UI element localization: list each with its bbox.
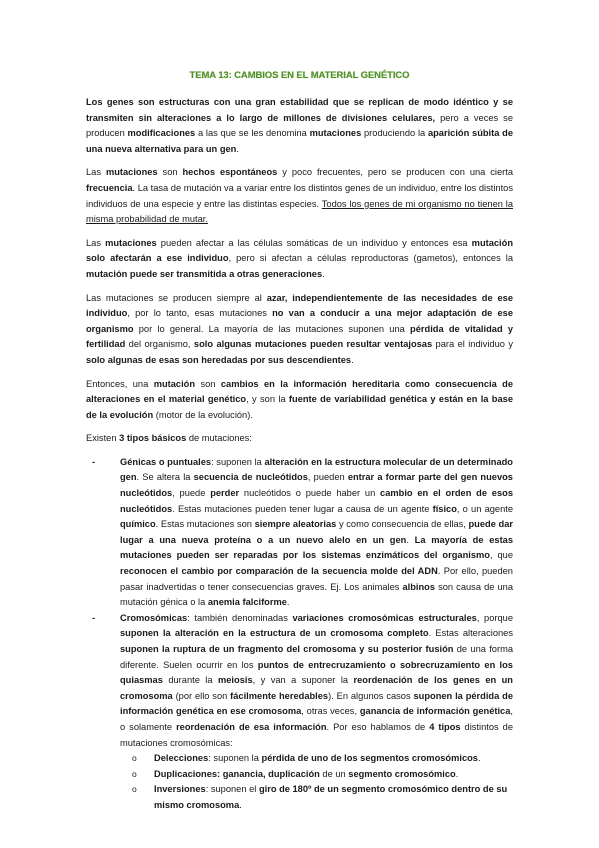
list-item-genic-mutations (120, 455, 513, 611)
text: : suponen el (205, 784, 259, 795)
text: pero a veces se producen (86, 112, 513, 139)
text-bold: entrar a formar parte del gen nuevos nucleótidos (120, 472, 513, 499)
text-bold: Inversiones (154, 784, 206, 795)
text: : también denominadas (187, 612, 293, 623)
text-bold: secuencia de nucleótidos (193, 472, 308, 483)
text: Entonces, una (86, 378, 154, 389)
text: para el individuo y (432, 339, 513, 350)
text: de mutaciones: (186, 433, 252, 444)
text-bold: reordenación de esa información (176, 721, 327, 732)
paragraph-genes-stability (86, 95, 513, 157)
text: , o solamente (120, 706, 513, 732)
text: Existen (86, 433, 120, 444)
text: : suponen la (211, 456, 265, 467)
text: . Estas alteraciones (428, 628, 513, 639)
text: pueden afectar a las células somáticas de un individuo y entonces esa (156, 237, 472, 248)
text: ). En algunos casos (328, 690, 414, 701)
text: a las que se les denomina (195, 128, 310, 139)
text-bold: alteración en la estructura molecular de un determinado gen (120, 456, 513, 483)
list-item-inversions (154, 782, 513, 813)
text-bold: meiosis (218, 675, 253, 686)
text: , otras veces, (301, 706, 360, 717)
text: son (157, 167, 183, 178)
text: . (236, 143, 239, 154)
text-bold: aparición súbita de una nueva alternativa para un gen (86, 128, 513, 154)
text: . Por ello, pueden pasar inadvertidas o tener consecuencias graves. Ej. Los animales (120, 566, 513, 592)
text: . (286, 597, 290, 608)
text: , pueden (307, 472, 348, 483)
text: . Estas mutaciones pueden tener lugar a causa de un agente (172, 503, 433, 514)
text-bold: mutaciones (309, 128, 362, 139)
text-bold: suponen la alteración en la estructura de un cromosoma completo (120, 628, 429, 639)
text-bold: pérdida de vitalidad y fertilidad (86, 323, 514, 350)
text: y como consecuencia de ellas, (336, 519, 469, 530)
text: . Estas mutaciones son (155, 519, 255, 530)
text: por lo general. La mayoría de las mutaciones suponen una (133, 323, 411, 334)
text-bold: Delecciones (154, 753, 209, 764)
text-bold: albinos (402, 581, 436, 592)
text-bold: cambio en el orden de esos nucleótidos (120, 488, 513, 514)
text: , y van a suponer la (252, 675, 354, 686)
text: , y son la (246, 394, 289, 405)
text: (motor de la evolución). (153, 409, 253, 420)
text-bold: solo algunas mutaciones pueden resultar ventajosas (193, 339, 433, 350)
text: . (239, 799, 242, 810)
text: durante la (162, 675, 218, 686)
text: . Se altera la (136, 472, 194, 483)
text-bold: mutación puede ser transmitida a otras generaciones (86, 268, 323, 279)
text-bold: variaciones cromosómicas estructurales (292, 612, 477, 623)
text: , pero si afectan a células reproductoras (gametos), entonces la (228, 253, 513, 264)
text: . Por eso hablamos de (326, 721, 430, 732)
text-bold: mutación (153, 378, 196, 389)
list-item-chromosomal-mutations (120, 611, 513, 814)
text-bold: suponen la ruptura de un fragmento del cromosoma y su posterior fusión (120, 644, 454, 654)
text: , o un agente (456, 503, 513, 514)
text-bold: fuente de variabilidad genética y están en la base de la evolución (86, 394, 513, 420)
text-bold: Duplicaciones: ganancia, duplicación (154, 768, 320, 779)
text: , porque (476, 612, 513, 623)
text-bold: segmento cromosómico (348, 768, 456, 779)
text: , puede (172, 488, 211, 499)
text-bold: no van a conducir a una mejor adaptación de ese organismo (86, 308, 513, 334)
paragraph-mutation-definition (86, 377, 513, 424)
text-bold: 3 tipos básicos (119, 433, 187, 444)
text-bold: siempre aleatorias (254, 519, 337, 530)
text-bold: mutaciones (105, 167, 158, 178)
text: del organismo, (125, 339, 194, 350)
text: Las (86, 237, 106, 248)
text-bold: modificaciones (127, 128, 196, 139)
paragraph-mutation-types-intro (86, 431, 513, 447)
text-bold: puntos de entrecruzamiento o sobrecruzamiento en los quiasmas (120, 659, 513, 686)
text: produciendo la (361, 128, 428, 139)
text-bold: pérdida de uno de los segmentos cromosómicos (261, 753, 478, 764)
text: y poco frecuentes, pero se producen con una cierta (277, 167, 514, 178)
text: distintos de mutaciones cromosómicas: (120, 721, 513, 748)
text-bold: mutación solo afectarán a ese individuo (86, 237, 513, 264)
text: Las (86, 167, 106, 178)
text-bold: anemia falciforme (207, 597, 287, 608)
text-bold: reconocen el cambio por comparación de la secuencia molde del ADN (120, 566, 438, 577)
text-bold: reordenación de los genes en un cromosoma (120, 675, 513, 701)
text-bold: mutaciones (105, 237, 157, 248)
text: : suponen la (208, 753, 262, 764)
text-bold: Génicas o puntuales (120, 456, 212, 467)
mutation-types-list (86, 455, 513, 814)
text: de una forma diferente. Suelen ocurrir en los (120, 644, 513, 670)
paragraph-mutation-frequency (86, 165, 513, 227)
text: , por lo tanto, esas mutaciones (127, 308, 273, 319)
text: , que (489, 550, 513, 561)
text: nucleótidos o puede haber un (239, 488, 381, 499)
text-bold: azar, independientemente de las necesidades de ese individuo (86, 292, 513, 319)
text-bold: fácilmente heredables (230, 690, 329, 701)
text-bold: puede dar lugar a una nueva proteína o a un nuevo alelo en un gen (120, 519, 513, 545)
text-bold: cambios en la información hereditaria como consecuencia de alteraciones en el material genético (86, 378, 514, 405)
text-bold: Cromosómicas (120, 612, 188, 623)
text-bold: La mayoría de estas mutaciones pueden ser reparadas por los sistemas enzimáticos del organismo (120, 534, 513, 561)
text: . (477, 753, 481, 764)
text: . (351, 354, 354, 365)
text: (por ello son (172, 690, 231, 701)
text-bold: ganancia de información genética (359, 706, 511, 717)
text-bold: perder (210, 488, 240, 499)
text-bold: Los genes son estructuras con una gran estabilidad que se replican de modo idéntico y se transmiten sin alteraciones a lo largo de millones de divisiones celulares, (86, 97, 513, 123)
text-bold: solo algunas de esas son heredadas por sus descendientes (86, 354, 352, 365)
paragraph-somatic-cells (86, 236, 513, 283)
text: . (406, 534, 415, 545)
text: de un (319, 768, 349, 779)
list-item-deletions (154, 751, 513, 767)
text: Las mutaciones se producen siempre al (86, 292, 267, 303)
text-bold: físico (432, 503, 457, 514)
text: son (195, 378, 221, 389)
text: . (322, 268, 325, 279)
paragraph-random-mutations (86, 291, 513, 369)
text: . La tasa de mutación va a variar entre los distintos genes de un individuo, entre los distintos individuos de una especie y entre las distintas especies. (86, 182, 513, 209)
text-bold: suponen la pérdida de información genética en ese cromosoma (120, 690, 513, 717)
text-bold: hechos espontáneos (182, 167, 278, 178)
text-underlined: Todos los genes de mi organismo no tienen la misma probabilidad de mutar. (86, 198, 513, 225)
text-bold: giro de 180º de un segmento cromosómico dentro de su mismo cromosoma (154, 784, 508, 810)
text: . (455, 768, 459, 779)
list-item-duplications (154, 767, 513, 783)
text-bold: frecuencia (86, 182, 133, 193)
page-title: TEMA 13: CAMBIOS EN EL MATERIAL GENÉTICO (189, 70, 410, 81)
text: son causa de una mutación génica o la (120, 581, 513, 608)
text-bold: químico (120, 519, 156, 530)
text-bold: 4 tipos (429, 721, 461, 732)
chromosomal-subtypes-list (120, 751, 513, 813)
